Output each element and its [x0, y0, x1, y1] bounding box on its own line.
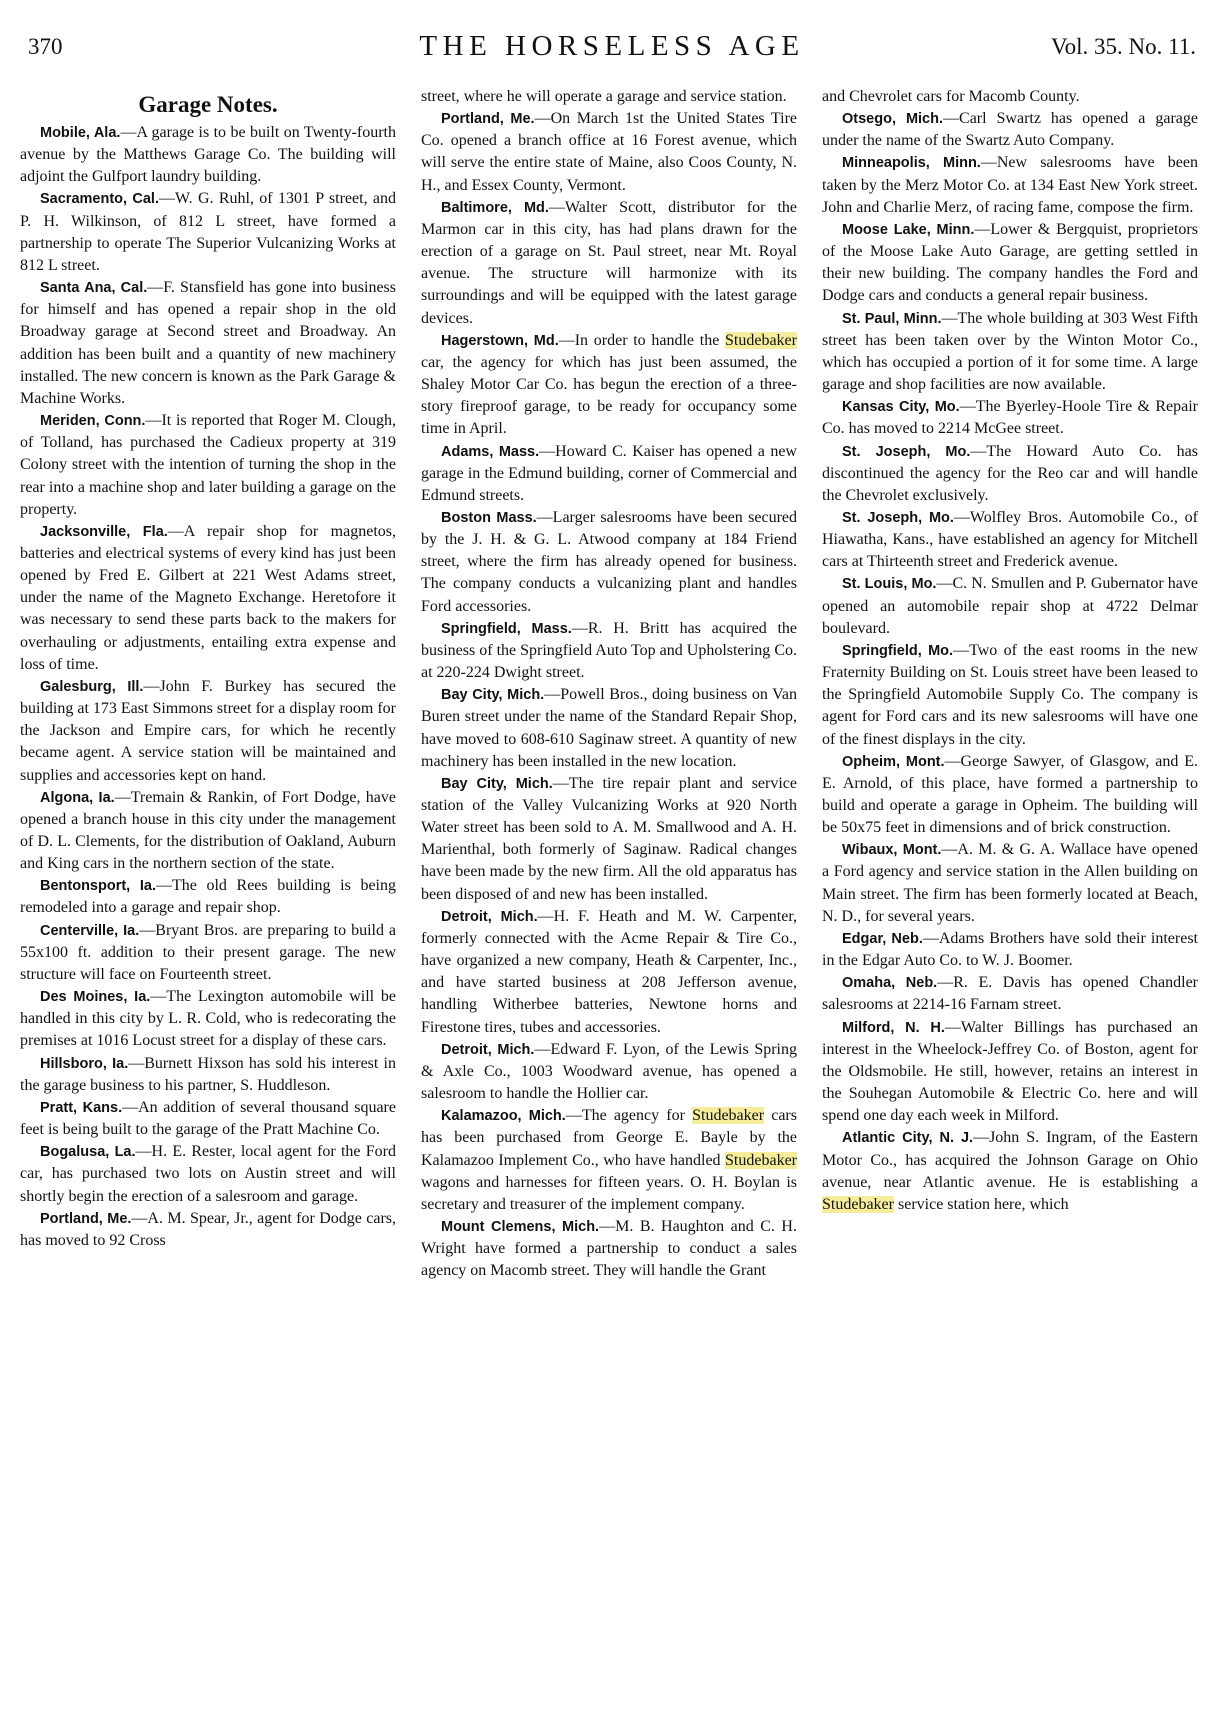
place-heading: Mount Clemens, Mich. — [441, 1218, 600, 1235]
item-text: —On March 1st the United States Tire Co. opened a branch office at 16 Forest avenue, which will serve the entire state of Maine, also Coos County, N. H., and Essex County, Vermont. — [421, 110, 797, 194]
news-item — [20, 1208, 396, 1252]
item-text: —M. B. Haughton and C. H. Wright have formed a partnership to conduct a sales agency on Macomb street. They will handle the Grant — [421, 1217, 797, 1280]
news-item — [421, 108, 797, 197]
place-heading: Bay City, Mich. — [441, 687, 545, 704]
news-item — [421, 1039, 797, 1105]
place-heading: Minneapolis, Minn. — [842, 155, 981, 172]
place-heading: Otsego, Mich. — [842, 111, 944, 128]
item-text: —A garage is to be built on Twenty-fourth avenue by the Matthews Garage Co. The building will adjoint the Gulfport laundry building. — [20, 124, 396, 186]
highlighted-term: Studebaker — [725, 1151, 797, 1169]
place-heading: Galesburg, Ill. — [40, 678, 144, 695]
news-item — [20, 277, 396, 410]
place-heading: Algona, Ia. — [40, 789, 115, 806]
item-text: —Walter Billings has purchased an interest in the Wheelock-Jeffrey Co. of Boston, agent for the Oldsmobile. He still, however, retains an interest in the Souhegan Automobile & Electric Co. here and will spend one day each week in Milford. — [822, 1018, 1198, 1125]
place-heading: Boston Mass. — [441, 509, 537, 526]
place-heading: St. Joseph, Mo. — [842, 509, 954, 526]
article-columns — [20, 86, 1198, 1686]
item-text: —H. E. Rester, local agent for the Ford car, has purchased two lots on Austin street and will shortly begin the erection of a salesroom and garage. — [20, 1143, 396, 1205]
news-item — [822, 640, 1198, 751]
place-heading: Mobile, Ala. — [40, 125, 121, 141]
place-heading: Moose Lake, Minn. — [842, 221, 975, 238]
news-item — [822, 308, 1198, 397]
news-item — [421, 773, 797, 906]
item-text: —R. H. Britt has acquired the business of the Springfield Auto Top and Upholstering Co. at 220-224 Dwight street. — [421, 619, 797, 682]
news-item — [822, 573, 1198, 639]
place-heading: Springfield, Mass. — [441, 620, 572, 637]
volume-issue: Vol. 35. No. 11. — [1050, 34, 1196, 59]
place-heading: Santa Ana, Cal. — [40, 280, 148, 297]
place-heading: Des Moines, Ia. — [40, 989, 151, 1006]
news-item — [421, 906, 797, 1039]
section-title: Garage Notes. — [138, 92, 278, 117]
item-text: —Wolfley Bros. Automobile Co., of Hiawatha, Kans., have established an agency for Mitchell cars at Thirteenth street and Frederick avenue. — [822, 508, 1198, 571]
news-item — [822, 1127, 1198, 1216]
item-text: —H. F. Heath and M. W. Carpenter, formerly connected with the Acme Repair & Tire Co., have organized a new company, Heath & Carpenter, Inc., and have started business at 208 Jefferson avenue, handling Witherbee batteries, Newtone horns and Firestone tires, tubes and accessories. — [421, 907, 797, 1036]
place-heading: Kansas City, Mo. — [842, 399, 960, 416]
item-text: —F. Stansfield has gone into business for himself and has opened a repair shop in the old Broadway garage at Second street and Broadway. An addition has been built and a quantity of new machinery installed. The new concern is known as the Park Garage & Machine Works. — [20, 279, 396, 407]
place-heading: Omaha, Neb. — [842, 975, 938, 992]
news-item — [421, 330, 797, 441]
item-text: —Tremain & Rankin, of Fort Dodge, have opened a branch house in this city under the management of D. L. Clements, for the distribution of Oakland, Auburn and King cars in the northern section of the state. — [20, 788, 396, 873]
place-heading: Hagerstown, Md. — [441, 332, 559, 349]
news-item — [421, 441, 797, 507]
item-text: —A. M. Spear, Jr., agent for Dodge cars, has moved to 92 Cross — [20, 1209, 396, 1249]
news-item — [421, 1216, 797, 1282]
place-heading: Wibaux, Mont. — [842, 842, 942, 859]
place-heading: Kalamazoo, Mich. — [441, 1108, 566, 1125]
place-heading: St. Joseph, Mo. — [842, 443, 971, 460]
page-number: 370 — [28, 34, 63, 59]
place-heading: Milford, N. H. — [842, 1019, 945, 1036]
news-item — [822, 441, 1198, 507]
highlighted-term: Studebaker — [692, 1107, 765, 1125]
item-text: —C. N. Smullen and P. Gubernator have opened an automobile repair shop at 4722 Delmar boulevard. — [822, 575, 1198, 637]
item-text: —A repair shop for magnetos, batteries and electrical systems of every kind has just been opened by Fred E. Gilbert at 221 West Adams street, under the name of the Magneto Exchange. Heretofore it was necessary to send these parts back to the makers for overhauling or adjustments, entailing extra expense and loss of time. — [20, 522, 396, 673]
item-text: —The agency for Studebaker cars has been purchased from George E. Bayle by the Kalamazoo Implement Co., who have handled Studebaker wagons and harnesses for fifteen years. O. H. Boylan is secretary and treasurer of the implement company. — [421, 1107, 797, 1213]
place-heading: Hillsboro, Ia. — [40, 1055, 129, 1072]
news-item — [421, 684, 797, 773]
place-heading: Edgar, Neb. — [842, 930, 923, 947]
item-text: —R. E. Davis has opened Chandler salesrooms at 2214-16 Farnam street. — [822, 974, 1198, 1014]
item-text: —An addition of several thousand square feet is being built to the garage of the Pratt Machine Co. — [20, 1098, 396, 1139]
place-heading: Detroit, Mich. — [441, 1041, 535, 1058]
item-text: —W. G. Ruhl, of 1301 P street, and P. H. Wilkinson, of 812 L street, have formed a partnership to operate The Superior Vulcanizing Works at 812 L street. — [20, 190, 396, 274]
place-heading: Adams, Mass. — [441, 443, 540, 460]
news-item — [822, 152, 1198, 218]
news-item — [20, 676, 396, 787]
news-item — [20, 787, 396, 876]
item-text: —New salesrooms have been taken by the Merz Motor Co. at 134 East New York street. John and Charlie Merz, of racing fame, compose the firm. — [822, 154, 1198, 216]
masthead-title: THE HORSELESS AGE — [419, 30, 805, 62]
place-heading: Baltimore, Md. — [441, 199, 549, 216]
news-item — [822, 751, 1198, 840]
news-item — [421, 197, 797, 330]
item-text: and Chevrolet cars for Macomb County. — [822, 88, 1080, 105]
place-heading: Atlantic City, N. J. — [842, 1130, 974, 1147]
place-heading: Bentonsport, Ia. — [40, 878, 156, 895]
place-heading: Jacksonville, Fla. — [40, 523, 168, 540]
item-text: —In order to handle the Studebaker car, the agency for which has just been assumed, the Shaley Motor Car Co. has begun the erection of a three-story fireproof garage, to be ready for occupancy some time in April. — [421, 331, 797, 438]
item-text: —The old Rees building is being remodeled into a garage and repair shop. — [20, 877, 396, 917]
item-text: —Burnett Hixson has sold his interest in the garage business to his partner, S. Huddleson. — [20, 1054, 396, 1094]
news-item — [822, 396, 1198, 440]
news-item — [822, 1017, 1198, 1128]
news-item — [822, 507, 1198, 573]
news-item — [20, 122, 396, 188]
item-text: —Powell Bros., doing business on Van Buren street under the name of the Standard Repair Shop, have moved to 608-610 Saginaw street. A quantity of new machinery has been installed in the new location. — [421, 686, 797, 770]
item-text: —Edward F. Lyon, of the Lewis Spring & Axle Co., 1003 Woodward avenue, has opened a salesroom to handle the Hollier car. — [421, 1040, 797, 1103]
item-text: —George Sawyer, of Glasgow, and E. E. Arnold, of this place, have formed a partnership to build and operate a garage in Opheim. The building will be 50x75 feet in dimensions and of brick construction. — [822, 752, 1198, 837]
place-heading: Portland, Me. — [40, 1210, 132, 1227]
news-item — [20, 986, 396, 1052]
column-1 — [20, 92, 396, 1692]
item-text: —Adams Brothers have sold their interest in the Edgar Auto Co. to W. J. Boomer. — [822, 929, 1198, 970]
item-text: —Two of the east rooms in the new Fraternity Building on St. Louis street have been leased to the Springfield Automobile Supply Co. The company is agent for Ford cars and its new salesrooms will have one of the finest displays in the city. — [822, 641, 1198, 748]
news-item — [20, 1097, 396, 1141]
item-text: —Walter Scott, distributor for the Marmon car in this city, has had plans drawn for the erection of a garage on St. Paul street, near Mt. Royal avenue. The structure will harmonize with its surroundings and will be equipped with the latest garage devices. — [421, 198, 797, 327]
news-item — [20, 1053, 396, 1097]
place-heading: Sacramento, Cal. — [40, 191, 159, 208]
item-text: —John S. Ingram, of the Eastern Motor Co., has acquired the Johnson Garage on Ohio avenue, near Atlantic avenue. He is establishing a Studebaker service station here, which — [822, 1129, 1198, 1213]
news-item — [822, 108, 1198, 152]
news-item — [822, 219, 1198, 308]
place-heading: Bogalusa, La. — [40, 1144, 136, 1161]
news-item — [20, 875, 396, 919]
item-text: —The Byerley-Hoole Tire & Repair Co. has moved to 2214 McGee street. — [822, 398, 1198, 438]
column-2 — [421, 86, 797, 1686]
news-item — [20, 188, 396, 277]
item-text: —The Lexington automobile will be handled in this city by L. R. Cold, who is redecorating the premises at 1016 Locust street for a display of these cars. — [20, 988, 396, 1050]
place-heading: Pratt, Kans. — [40, 1099, 123, 1116]
place-heading: Bay City, Mich. — [441, 775, 553, 792]
place-heading: St. Paul, Minn. — [842, 310, 942, 327]
page-header — [28, 30, 1196, 70]
item-text: —A. M. & G. A. Wallace have opened a Ford agency and service station in the Allen building on Main street. The firm has been formerly located at Beach, N. D., for several years. — [822, 841, 1198, 925]
item-text: street, where he will operate a garage and service station. — [421, 88, 787, 105]
item-text: —John F. Burkey has secured the building at 173 East Simmons street for a display room for the Jackson and Empire cars, for which he recently became agent. A service station will be maintained and supplies and accessories kept on hand. — [20, 677, 396, 784]
item-text: —The Howard Auto Co. has discontinued the agency for the Reo car and will handle the Chevrolet exclusively. — [822, 442, 1198, 504]
item-text: —The tire repair plant and service station of the Valley Vulcanizing Works at 920 North Water street has been sold to A. M. Smallwood and A. H. Marienthal, both formerly of Saginaw. Radical changes have been made by the new firm. All the old apparatus has been disposed of and new has been installed. — [421, 774, 797, 903]
news-item — [421, 1105, 797, 1216]
item-text: —Bryant Bros. are preparing to build a 55x100 ft. addition to their present garage. The new structure will face on Fourteenth street. — [20, 921, 396, 983]
highlighted-term: Studebaker — [822, 1195, 894, 1213]
item-text: —Howard C. Kaiser has opened a new garage in the Edmund building, corner of Commercial and Edmund streets. — [421, 442, 797, 504]
news-item — [20, 920, 396, 986]
news-item — [20, 521, 396, 676]
item-text: —Lower & Bergquist, proprietors of the Moose Lake Auto Garage, are getting settled in their new building. The company handles the Ford and Dodge cars and conducts a general repair business. — [822, 220, 1198, 305]
place-heading: Springfield, Mo. — [842, 642, 954, 659]
news-item — [822, 928, 1198, 972]
column-3 — [822, 86, 1198, 1686]
item-text: —The whole building at 303 West Fifth street has been taken over by the Winton Motor Co., which has occupied a portion of it for some time. A large garage and shop facilities are now available. — [822, 309, 1198, 394]
item-text: —Carl Swartz has opened a garage under the name of the Swartz Auto Company. — [822, 110, 1198, 150]
news-item — [421, 618, 797, 684]
news-item — [20, 1141, 396, 1207]
highlighted-term: Studebaker — [725, 331, 797, 349]
news-item — [421, 507, 797, 618]
news-item — [822, 972, 1198, 1016]
place-heading: Portland, Me. — [441, 111, 535, 128]
item-text: —It is reported that Roger M. Clough, of Tolland, has purchased the Cadieux property at 319 Colony street with the intention of turning the shop in the rear into a machine shop and later building a garage on the property. — [20, 412, 396, 518]
place-heading: Detroit, Mich. — [441, 908, 538, 925]
news-item — [822, 839, 1198, 928]
news-item — [421, 86, 797, 108]
place-heading: Centerville, Ia. — [40, 922, 140, 939]
item-text: —Larger salesrooms have been secured by the J. H. & G. L. Atwood company at 184 Friend street, where the firm has already opened for business. The company conducts a vulcanizing plant and handles Ford accessories. — [421, 508, 797, 615]
news-item — [822, 86, 1198, 108]
place-heading: St. Louis, Mo. — [842, 576, 937, 593]
place-heading: Meriden, Conn. — [40, 413, 146, 430]
place-heading: Opheim, Mont. — [842, 753, 945, 770]
news-item — [20, 410, 396, 521]
